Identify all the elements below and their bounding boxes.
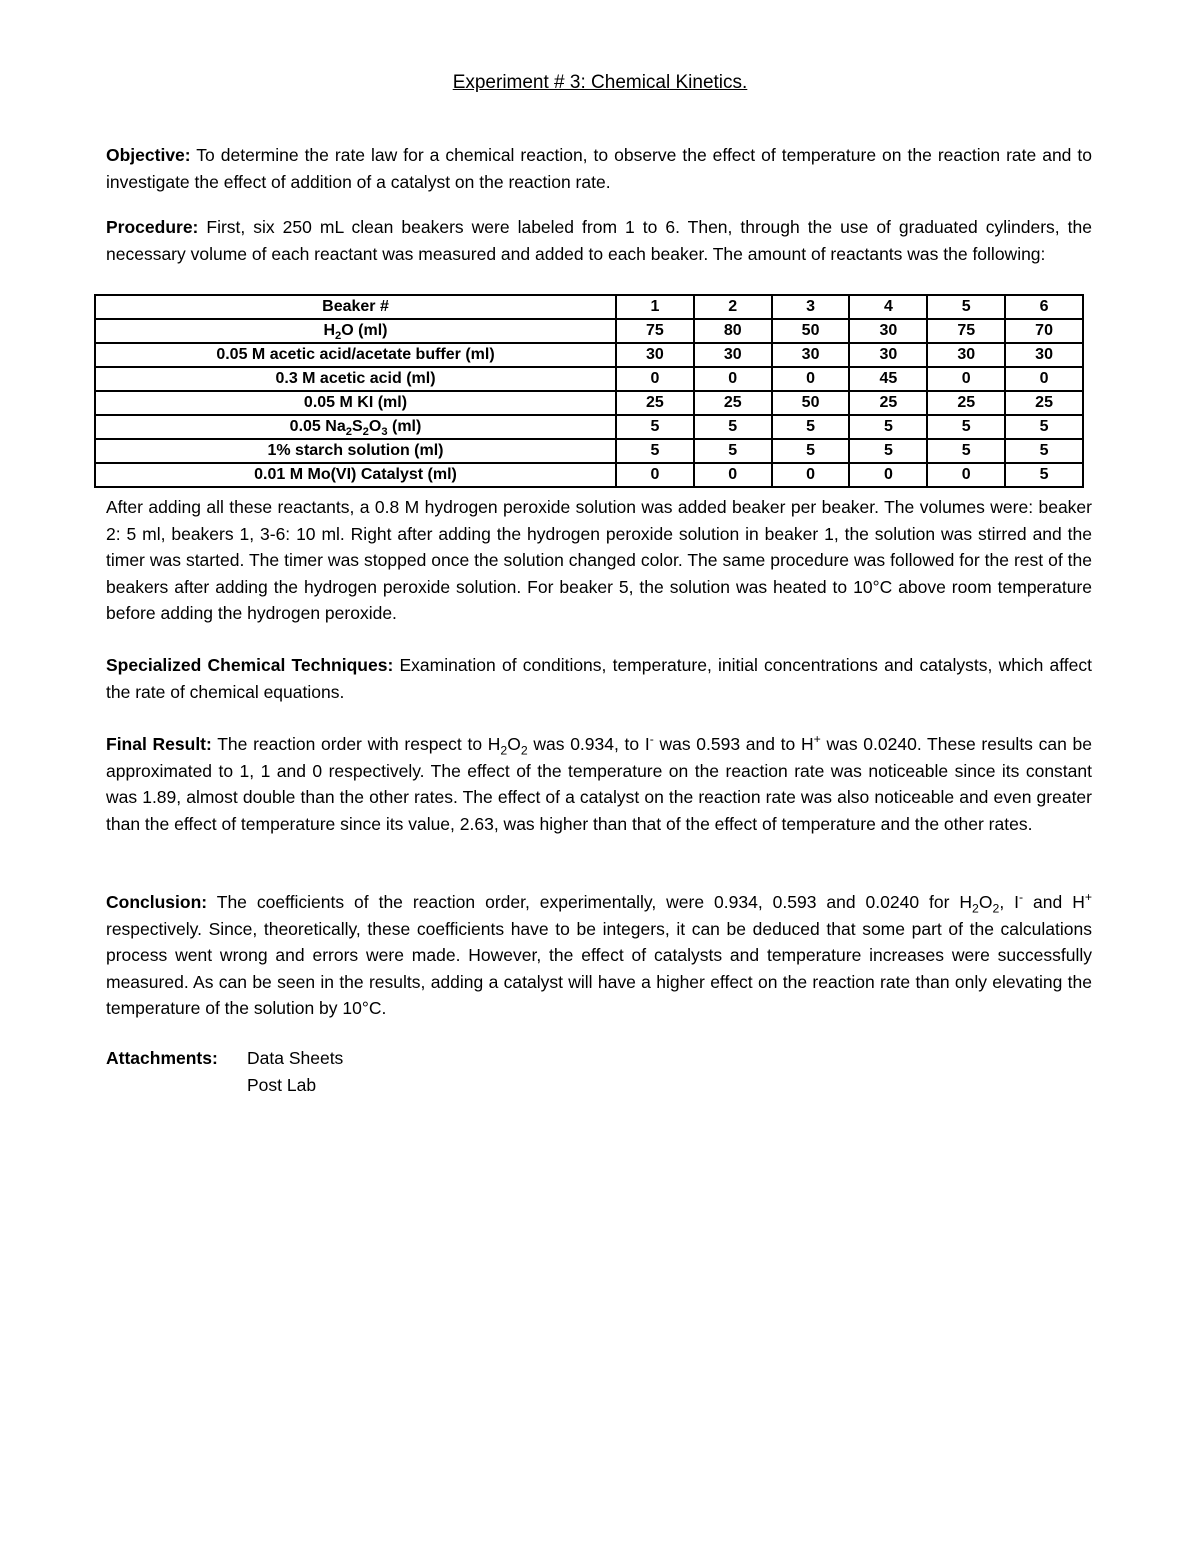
table-cell: 5 xyxy=(849,415,927,439)
row-label: 0.3 M acetic acid (ml) xyxy=(95,367,616,391)
page-title: Experiment # 3: Chemical Kinetics. xyxy=(452,72,748,93)
header-cell: 3 xyxy=(772,295,850,319)
table-cell: 50 xyxy=(772,391,850,415)
table-cell: 5 xyxy=(927,439,1005,463)
conclusion-paragraph: Conclusion: The coefficients of the reaction order, experimentally, were 0.934, 0.593 and 0.0240 for $H_2O_2$, I- and H+ respectively. Since, theoretically, these coefficients have to be integers, it can be deduced that some part of the calculations process went wrong and errors were made. However, the effect of catalysts and temperature increases were successfully measured. As can be seen in the results, adding a catalyst will have a higher effect on the reaction rate than only elevating the temperature of the solution by 10°C. xyxy=(106,890,1092,1018)
procedure-label: Procedure: xyxy=(106,217,199,237)
objective-paragraph xyxy=(106,142,1092,195)
table-cell: 0 xyxy=(772,463,850,487)
table-cell: 25 xyxy=(927,391,1005,415)
table-cell: 30 xyxy=(772,343,850,367)
table-row xyxy=(95,319,1083,343)
header-cell: 4 xyxy=(849,295,927,319)
header-cell: 5 xyxy=(927,295,1005,319)
table-cell: 25 xyxy=(694,391,772,415)
techniques-text: Examination of conditions, temperature, initial concentrations and catalysts, which affect the rate of chemical equations. xyxy=(106,655,1092,702)
procedure-text: First, six 250 mL clean beakers were labeled from 1 to 6. Then, through the use of graduated cylinders, the necessary volume of each reactant was measured and added to each beaker. The amount of reactants was the following: xyxy=(106,217,1092,264)
table-cell: 30 xyxy=(694,343,772,367)
procedure-paragraph xyxy=(106,214,1092,267)
table-row xyxy=(95,367,1083,391)
table-cell: 5 xyxy=(1005,439,1083,463)
table-row xyxy=(95,439,1083,463)
table-row xyxy=(95,391,1083,415)
reagents-table xyxy=(94,294,1084,488)
table-cell: 5 xyxy=(849,439,927,463)
row-label: 0.01 M Mo(VI) Catalyst (ml) xyxy=(95,463,616,487)
table-cell: 5 xyxy=(616,415,694,439)
table-cell: 30 xyxy=(616,343,694,367)
table-cell: 5 xyxy=(1005,463,1083,487)
table-cell: 30 xyxy=(927,343,1005,367)
header-cell: 2 xyxy=(694,295,772,319)
header-cell: 1 xyxy=(616,295,694,319)
table-cell: 45 xyxy=(849,367,927,391)
table-row xyxy=(95,463,1083,487)
table-cell: 5 xyxy=(694,415,772,439)
table-header-row xyxy=(95,295,1083,319)
table-cell: 5 xyxy=(927,415,1005,439)
table-row xyxy=(95,415,1083,439)
table-cell: 0 xyxy=(694,463,772,487)
table-cell: 30 xyxy=(849,343,927,367)
final-result-label: Final Result: xyxy=(106,734,212,754)
table-cell: 25 xyxy=(616,391,694,415)
table-cell: 80 xyxy=(694,319,772,343)
objective-label: Objective: xyxy=(106,145,191,165)
header-cell: Beaker # xyxy=(95,295,616,319)
table-cell: 0 xyxy=(694,367,772,391)
row-label: 0.05 $Na_2S_2O_3$ (ml) xyxy=(95,415,616,439)
table-cell: 70 xyxy=(1005,319,1083,343)
techniques-paragraph xyxy=(106,652,1092,705)
attachments-label: Attachments: xyxy=(106,1048,218,1068)
procedure-continued-paragraph: After adding all these reactants, a 0.8 M hydrogen peroxide solution was added beaker per beaker. The volumes were: beaker 2: 5 ml, beakers 1, 3-6: 10 ml. Right after adding the hydrogen peroxide solution in beaker 1, the solution was stirred and the timer was started. The timer was stopped once the solution changed color. The same procedure was followed for the rest of the beakers after adding the hydrogen peroxide solution. For beaker 5, the solution was heated to 10°C above room temperature before adding the hydrogen peroxide. xyxy=(106,497,1092,623)
table-cell: 0 xyxy=(849,463,927,487)
table-cell: 50 xyxy=(772,319,850,343)
table-cell: 25 xyxy=(1005,391,1083,415)
table-cell: 5 xyxy=(772,415,850,439)
table-cell: 0 xyxy=(927,367,1005,391)
table-cell: 0 xyxy=(927,463,1005,487)
row-label: 0.05 M KI (ml) xyxy=(95,391,616,415)
table-cell: 5 xyxy=(694,439,772,463)
techniques-label: Specialized Chemical Techniques: xyxy=(106,655,394,675)
table-cell: 25 xyxy=(849,391,927,415)
table-cell: 0 xyxy=(772,367,850,391)
table-cell: 30 xyxy=(849,319,927,343)
table-cell: 0 xyxy=(616,463,694,487)
table-cell: 30 xyxy=(1005,343,1083,367)
row-label: $H_2O$ (ml) xyxy=(95,319,616,343)
row-label: 0.05 M acetic acid/acetate buffer (ml) xyxy=(95,343,616,367)
final-result-paragraph: Final Result: The reaction order with respect to $H_2O_2$ was 0.934, to I- was 0.593 and to H+ was 0.0240. These results can be approximated to 1, 1 and 0 respectively. The effect of the temperature on the reaction rate was noticeable since its constant was 1.89, almost double than the other rates. The effect of a catalyst on the reaction rate was also noticeable and even greater than the effect of temperature since its value, 2.63, was higher than that of the effect of temperature and the other rates. xyxy=(106,732,1093,834)
attachment-item: Post Lab xyxy=(247,1075,317,1095)
conclusion-label: Conclusion: xyxy=(106,892,208,912)
table-cell: 0 xyxy=(616,367,694,391)
table-cell: 75 xyxy=(927,319,1005,343)
table-cell: 0 xyxy=(1005,367,1083,391)
table-row xyxy=(95,343,1083,367)
table-cell: 5 xyxy=(772,439,850,463)
row-label: 1% starch solution (ml) xyxy=(95,439,616,463)
attachment-item: Data Sheets xyxy=(247,1048,344,1068)
header-cell: 6 xyxy=(1005,295,1083,319)
objective-text: To determine the rate law for a chemical reaction, to observe the effect of temperature on the reaction rate and to investigate the effect of addition of a catalyst on the reaction rate. xyxy=(106,145,1092,192)
table-cell: 5 xyxy=(616,439,694,463)
table-cell: 5 xyxy=(1005,415,1083,439)
table-cell: 75 xyxy=(616,319,694,343)
